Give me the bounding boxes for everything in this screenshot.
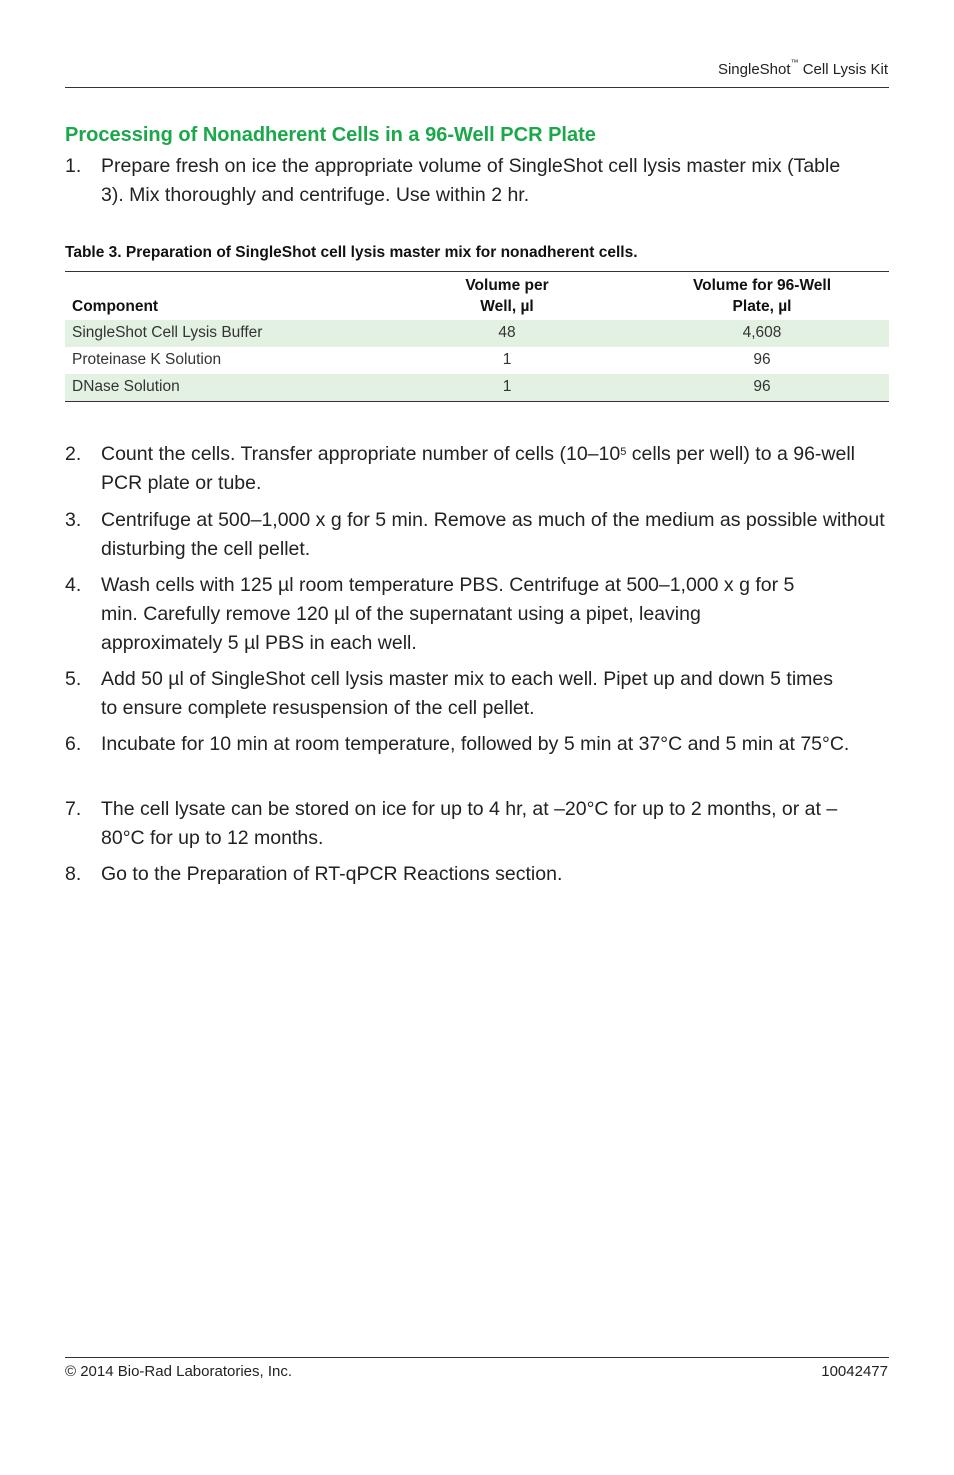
header-rule — [65, 87, 889, 88]
master-mix-table — [65, 271, 889, 402]
section-title: Processing of Nonadherent Cells in a 96-Well PCR Plate — [65, 124, 596, 146]
step-number: 2. — [65, 443, 82, 465]
step-text — [101, 440, 865, 498]
step-text: Prepare fresh on ice the appropriate volume of SingleShot cell lysis master mix (Table 3). Mix thoroughly and centrifuge. Use within 2 hr. — [101, 155, 841, 206]
step-text: Centrifuge at 500–1,000 x g for 5 min. Remove as much of the medium as possible without disturbing the cell pellet. — [101, 509, 885, 560]
cell-plate: 96 — [753, 351, 771, 368]
step-4 — [65, 571, 825, 658]
cell-per-well: 48 — [498, 324, 516, 341]
cell-plate: 4,608 — [742, 324, 782, 341]
step-number: 7. — [65, 798, 82, 820]
cell-per-well: 1 — [502, 351, 512, 368]
table-caption: Table 3. Preparation of SingleShot cell lysis master mix for nonadherent cells. — [65, 244, 638, 261]
cell-component: Proteinase K Solution — [72, 351, 222, 368]
table-header-row — [65, 271, 889, 320]
table-bottom-rule — [65, 401, 889, 402]
header-brand: SingleShot — [717, 61, 791, 78]
step-number: 1. — [65, 155, 82, 177]
step-number: 6. — [65, 733, 82, 755]
step-5 — [65, 665, 840, 723]
step-text: The cell lysate can be stored on ice for up to 4 hr, at –20°C for up to 2 months, or at –80°C for up to 12 months. — [101, 798, 838, 849]
step-number: 4. — [65, 574, 82, 596]
table-row — [65, 374, 889, 401]
header-volume-per-well-line1: Volume per — [465, 277, 549, 294]
header-product: Cell Lysis Kit — [798, 61, 888, 78]
step-text: Go to the Preparation of RT-qPCR Reactions section. — [101, 863, 563, 885]
trademark-mark: ™ — [790, 58, 799, 67]
cell-per-well: 1 — [502, 378, 512, 395]
header-volume-plate-line1: Volume for 96-Well — [692, 277, 832, 294]
exponent: 5 — [620, 446, 627, 458]
header-volume-plate — [637, 275, 887, 317]
header-component: Component — [72, 298, 159, 315]
table-row — [65, 347, 889, 374]
step-text-pre: Count the cells. Transfer appropriate number of cells (10–10 — [101, 443, 621, 465]
header-volume-per-well-line2: Well, µl — [480, 298, 534, 315]
step-6 — [65, 730, 855, 759]
cell-component: SingleShot Cell Lysis Buffer — [72, 324, 263, 341]
footer-copyright: © 2014 Bio-Rad Laboratories, Inc. — [65, 1363, 293, 1380]
table-row — [65, 320, 889, 347]
header-volume-per-well — [382, 275, 632, 317]
step-number: 3. — [65, 509, 82, 531]
step-text: Add 50 µl of SingleShot cell lysis master mix to each well. Pipet up and down 5 times to ensure complete resuspension of the cell pellet. — [101, 668, 834, 719]
step-1 — [65, 152, 855, 210]
step-text: Incubate for 10 min at room temperature, followed by 5 min at 37°C and 5 min at 75°C. — [101, 733, 850, 755]
cell-component: DNase Solution — [72, 378, 180, 395]
footer-rule — [65, 1357, 889, 1358]
step-8 — [65, 860, 865, 889]
header-volume-plate-line2: Plate, µl — [732, 298, 792, 315]
step-number: 5. — [65, 668, 82, 690]
step-2 — [65, 440, 865, 498]
step-number: 8. — [65, 863, 82, 885]
cell-plate: 96 — [753, 378, 771, 395]
step-text-post: cells per well) to a 96-well PCR plate or tube. — [101, 443, 855, 494]
step-3 — [65, 506, 895, 564]
running-header — [717, 58, 888, 78]
step-text: Wash cells with 125 µl room temperature PBS. Centrifuge at 500–1,000 x g for 5 min. Carefully remove 120 µl of the supernatant using a pipet, leaving approximately 5 µl PBS in each well. — [101, 574, 795, 654]
step-7 — [65, 795, 865, 853]
footer-doc-number: 10042477 — [821, 1363, 888, 1380]
